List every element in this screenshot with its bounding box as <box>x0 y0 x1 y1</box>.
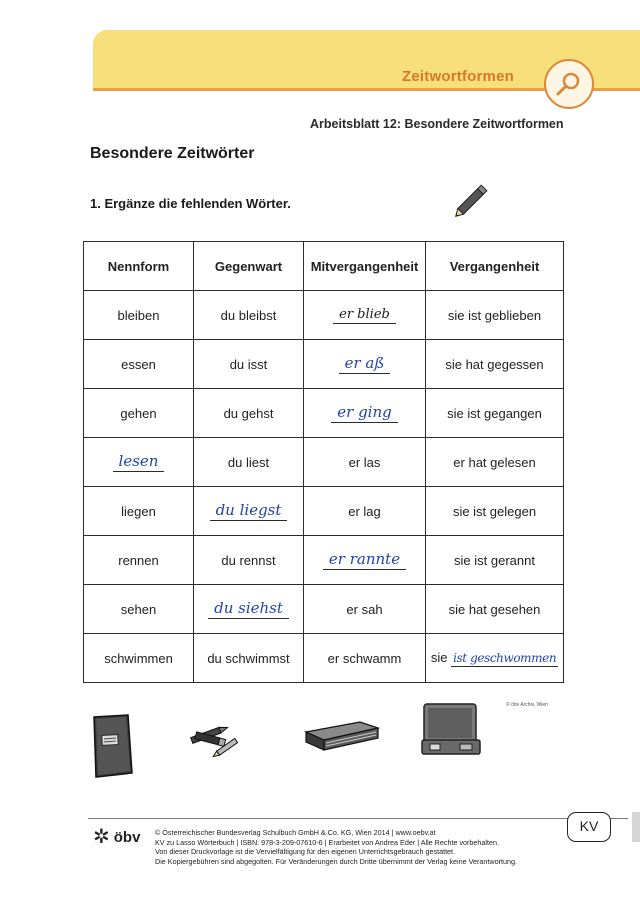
table-row <box>84 487 564 536</box>
table-cell: er hat gelesen <box>426 438 564 487</box>
handwritten-answer: du siehst <box>208 599 289 619</box>
table-cell: gehen <box>84 389 194 438</box>
table-row <box>84 291 564 340</box>
table-row <box>84 340 564 389</box>
table-cell: er lag <box>304 487 426 536</box>
table-row <box>84 438 564 487</box>
handwritten-answer: er blieb <box>333 307 396 324</box>
footer-line: Von dieser Druckvorlage ist die Vervielfältigung für den eigenen Unterrichtsgebrauch gestattet. <box>155 847 456 856</box>
pens-icon <box>186 717 246 757</box>
column-header: Nennform <box>84 242 194 291</box>
task-instruction: 1. Ergänze die fehlenden Wörter. <box>90 196 291 211</box>
table-cell: rennen <box>84 536 194 585</box>
verb-table <box>83 241 564 683</box>
pencil-icon <box>448 176 496 224</box>
handwritten-answer: er ging <box>331 403 397 423</box>
column-header: Mitvergangenheit <box>304 242 426 291</box>
handwritten-answer: ist geschwommen <box>453 650 557 665</box>
table-cell: bleiben <box>84 291 194 340</box>
logo-text: öbv <box>113 828 141 846</box>
table-cell: er schwamm <box>304 634 426 683</box>
magnifier-icon <box>544 59 594 109</box>
header-title: Zeitwortformen <box>402 68 514 85</box>
table-cell: sie hat gegessen <box>426 340 564 389</box>
table-cell: sie ist gelegen <box>426 487 564 536</box>
table-cell: liegen <box>84 487 194 536</box>
chalkboard-icon <box>420 700 482 758</box>
table-cell: sie hat gesehen <box>426 585 564 634</box>
table-cell[interactable] <box>304 389 426 438</box>
edge-tab <box>632 812 640 842</box>
publisher-logo <box>93 827 140 847</box>
table-row <box>84 634 564 683</box>
handwritten-answer: du liegst <box>210 501 288 521</box>
image-credit: © öbv Archiv, Wien <box>506 702 548 708</box>
footer-line: Die Kopiergebühren sind abgegolten. Für Veränderungen durch Dritte übernimmt der Verlag keine Verantwortung. <box>155 856 517 866</box>
table-cell[interactable] <box>194 585 304 634</box>
table-cell[interactable] <box>304 536 426 585</box>
notebook-icon <box>88 713 134 779</box>
table-row <box>84 585 564 634</box>
footer-legal-text <box>155 828 575 866</box>
table-cell: sie ist gegangen <box>426 389 564 438</box>
table-cell: er sah <box>304 585 426 634</box>
table-cell[interactable] <box>194 487 304 536</box>
column-header: Gegenwart <box>194 242 304 291</box>
table-cell: er las <box>304 438 426 487</box>
table-cell: sehen <box>84 585 194 634</box>
table-cell: du schwimmst <box>194 634 304 683</box>
table-cell[interactable] <box>304 291 426 340</box>
worksheet-heading: Besondere Zeitwörter <box>90 145 255 162</box>
table-cell: du liest <box>194 438 304 487</box>
handwritten-answer: er rannte <box>323 550 406 570</box>
footer-line: © Österreichischer Bundesverlag Schulbuch GmbH & Co. KG, Wien 2014 | www.oebv.at <box>155 828 436 837</box>
table-cell: du rennst <box>194 536 304 585</box>
table-cell: du gehst <box>194 389 304 438</box>
table-cell[interactable] <box>426 634 564 683</box>
table-cell: sie ist gerannt <box>426 536 564 585</box>
table-cell[interactable] <box>304 340 426 389</box>
table-row <box>84 536 564 585</box>
footer-rule <box>88 818 628 819</box>
handwritten-answer: lesen <box>113 452 165 472</box>
table-cell[interactable] <box>84 438 194 487</box>
table-row <box>84 389 564 438</box>
table-cell: sie ist geblieben <box>426 291 564 340</box>
column-header: Vergangenheit <box>426 242 564 291</box>
star-logo-icon: ✲ <box>93 826 110 848</box>
book-icon <box>300 718 382 754</box>
table-header-row <box>84 242 564 291</box>
table-cell: essen <box>84 340 194 389</box>
footer-line: KV zu Lasso Wörterbuch | ISBN: 978-3-209-07610-6 | Erarbeitet von Andrea Eder | Alle Rechte vorbehalten. <box>155 837 500 847</box>
table-cell: du isst <box>194 340 304 389</box>
table-cell: schwimmen <box>84 634 194 683</box>
worksheet-subtitle: Arbeitsblatt 12: Besondere Zeitwortformen <box>310 117 564 131</box>
kv-badge: KV <box>567 812 611 842</box>
handwritten-answer: er aß <box>339 354 391 374</box>
table-cell: du bleibst <box>194 291 304 340</box>
answer-prefix: sie <box>430 649 448 665</box>
